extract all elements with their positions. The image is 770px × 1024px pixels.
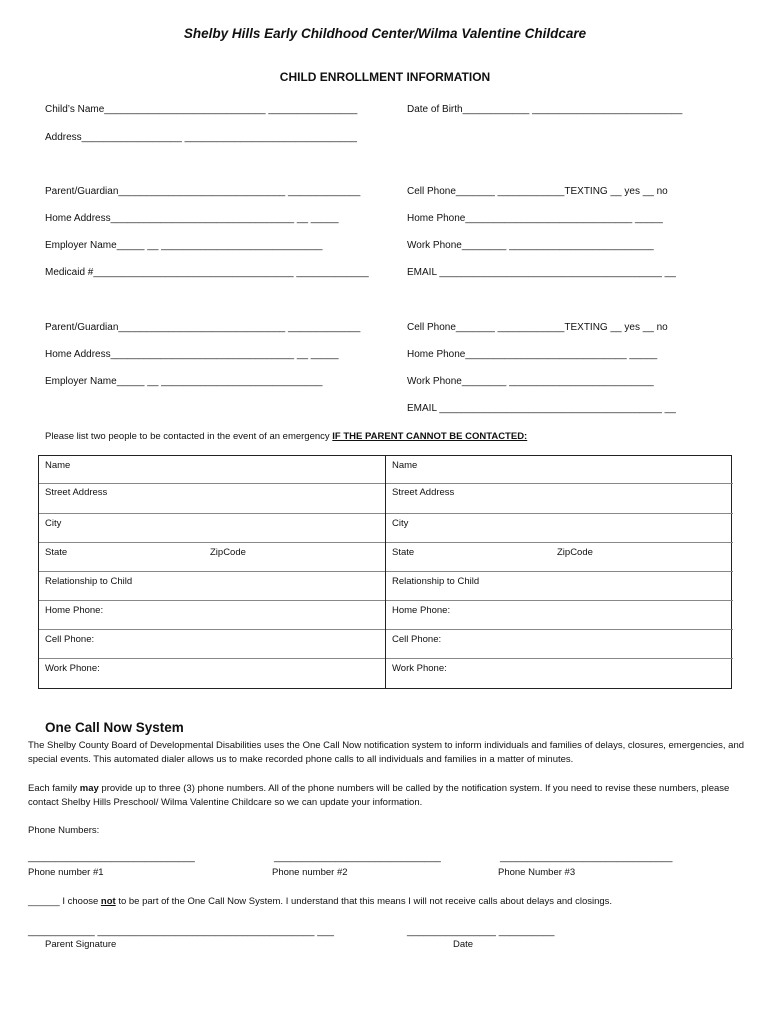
phone-number-3-label: Phone Number #3 (498, 867, 576, 878)
contact2-cell-phone-label: Cell Phone: (392, 634, 442, 645)
contact2-name-label: Name (392, 460, 418, 471)
emergency-instruction-text: Please list two people to be contacted in the event of an emergency (45, 431, 333, 442)
contact2-work-phone-label: Work Phone: (392, 663, 447, 674)
form-heading: CHILD ENROLLMENT INFORMATION (279, 70, 491, 84)
contact1-zip-label: ZipCode (210, 547, 246, 558)
contact1-work-phone-row[interactable] (39, 658, 386, 688)
parent2-employer-field[interactable]: Employer Name_____ __ _____________________________ (45, 376, 323, 387)
contact1-home-phone-label: Home Phone: (45, 605, 104, 616)
parent2-work-phone-field[interactable]: Work Phone________ __________________________ (407, 376, 654, 387)
parent2-home-address-field[interactable]: Home Address_________________________________ __ _____ (45, 349, 339, 360)
parent1-home-phone-field[interactable]: Home Phone______________________________ _____ (407, 213, 663, 224)
contact1-relationship-label: Relationship to Child (45, 576, 133, 587)
emergency-contact-2-column (385, 456, 733, 688)
opt-out-text-b: to be part of the One Call Now System. I understand that this means I will not receive calls about delays and closings. (115, 896, 613, 907)
contact2-relationship-label: Relationship to Child (392, 576, 480, 587)
emergency-contacts-table (38, 455, 732, 689)
contact2-home-phone-row[interactable] (386, 600, 733, 630)
contact2-street-label: Street Address (392, 487, 455, 498)
contact1-work-phone-label: Work Phone: (45, 663, 100, 674)
contact1-street-label: Street Address (45, 487, 108, 498)
phone-number-1-line[interactable]: ______________________________ (28, 852, 195, 863)
opt-out-text-a: I choose (59, 896, 101, 907)
parent1-employer-field[interactable]: Employer Name_____ __ _____________________________ (45, 240, 323, 251)
parent2-email-field[interactable]: EMAIL ________________________________________ __ (407, 403, 676, 414)
opt-out-not: not (100, 896, 116, 907)
parent1-work-phone-field[interactable]: Work Phone________ __________________________ (407, 240, 654, 251)
contact1-city-row[interactable] (39, 513, 386, 543)
parent2-cell-phone-field[interactable]: Cell Phone_______ ____________TEXTING __ yes __ no (407, 322, 668, 333)
contact2-work-phone-row[interactable] (386, 658, 733, 688)
emergency-instruction (45, 431, 527, 442)
phone-number-1-label: Phone number #1 (28, 867, 104, 878)
phone-number-3-line[interactable]: _______________________________ (500, 852, 673, 863)
contact1-cell-phone-label: Cell Phone: (45, 634, 95, 645)
para2-text-a: Each family (28, 783, 80, 794)
emergency-instruction-emphasis: IF THE PARENT CANNOT BE CONTACTED: (332, 431, 528, 442)
phone-number-2-line[interactable]: ______________________________ (274, 852, 441, 863)
parent2-home-phone-field[interactable]: Home Phone_____________________________ _____ (407, 349, 658, 360)
page-title: Shelby Hills Early Childhood Center/Wilma Valentine Childcare (183, 26, 587, 41)
phone-numbers-label: Phone Numbers: (28, 825, 100, 836)
parent-signature-line[interactable]: ____________ _______________________________________ ___ (28, 926, 334, 937)
contact2-home-phone-label: Home Phone: (392, 605, 451, 616)
date-of-birth-field[interactable]: Date of Birth____________ ___________________________ (407, 104, 683, 115)
contact1-cell-phone-row[interactable] (39, 629, 386, 659)
parent1-email-field[interactable]: EMAIL ________________________________________ __ (407, 267, 676, 278)
contact2-relationship-row[interactable] (386, 571, 733, 601)
one-call-now-title: One Call Now System (45, 720, 184, 735)
para2-may: may (79, 783, 99, 794)
contact2-state-zip-row[interactable] (386, 542, 733, 572)
date-label: Date (453, 939, 474, 950)
emergency-contact-1-column (39, 456, 386, 688)
contact1-state-label: State (45, 547, 68, 558)
child-name-field[interactable]: Child’s Name_____________________________ ________________ (45, 104, 358, 115)
contact2-city-row[interactable] (386, 513, 733, 543)
opt-out-statement (28, 896, 612, 907)
contact1-street-row[interactable] (39, 483, 386, 514)
contact1-home-phone-row[interactable] (39, 600, 386, 630)
contact1-relationship-row[interactable] (39, 571, 386, 601)
contact1-name-label: Name (45, 460, 71, 471)
phone-number-2-label: Phone number #2 (272, 867, 348, 878)
opt-out-blank[interactable]: ______ (28, 896, 60, 907)
medicaid-field[interactable]: Medicaid #____________________________________ _____________ (45, 267, 369, 278)
para2-text-b: provide up to three (3) phone numbers. All of the phone numbers will be called by the notification system. If you need to revise these numbers, please contact Shelby Hills Preschool/ Wilma Valentine Childcare so we can update your information. (28, 783, 730, 808)
child-address-field[interactable]: Address__________________ _______________________________ (45, 132, 357, 143)
contact2-name-row[interactable] (386, 456, 733, 484)
parent-signature-label: Parent Signature (45, 939, 117, 950)
contact2-state-label: State (392, 547, 415, 558)
contact2-city-label: City (392, 518, 409, 529)
contact2-cell-phone-row[interactable] (386, 629, 733, 659)
one-call-phone-instructions (28, 782, 748, 810)
contact1-state-zip-row[interactable] (39, 542, 386, 572)
one-call-description: The Shelby County Board of Developmental Disabilities uses the One Call Now notification system to inform individuals and families of delays, closures, emergencies, and special events. This automated dialer allows us to make recorded phone calls to all individuals and families in a matter of minutes. (28, 740, 745, 765)
parent1-home-address-field[interactable]: Home Address_________________________________ __ _____ (45, 213, 339, 224)
date-line[interactable]: ________________ __________ (407, 926, 555, 937)
parent2-guardian-field[interactable]: Parent/Guardian______________________________ _____________ (45, 322, 361, 333)
contact2-street-row[interactable] (386, 483, 733, 514)
contact1-name-row[interactable] (39, 456, 386, 484)
parent1-guardian-field[interactable]: Parent/Guardian______________________________ _____________ (45, 186, 361, 197)
contact1-city-label: City (45, 518, 62, 529)
parent1-cell-phone-field[interactable]: Cell Phone_______ ____________TEXTING __ yes __ no (407, 186, 668, 197)
contact2-zip-label: ZipCode (557, 547, 593, 558)
